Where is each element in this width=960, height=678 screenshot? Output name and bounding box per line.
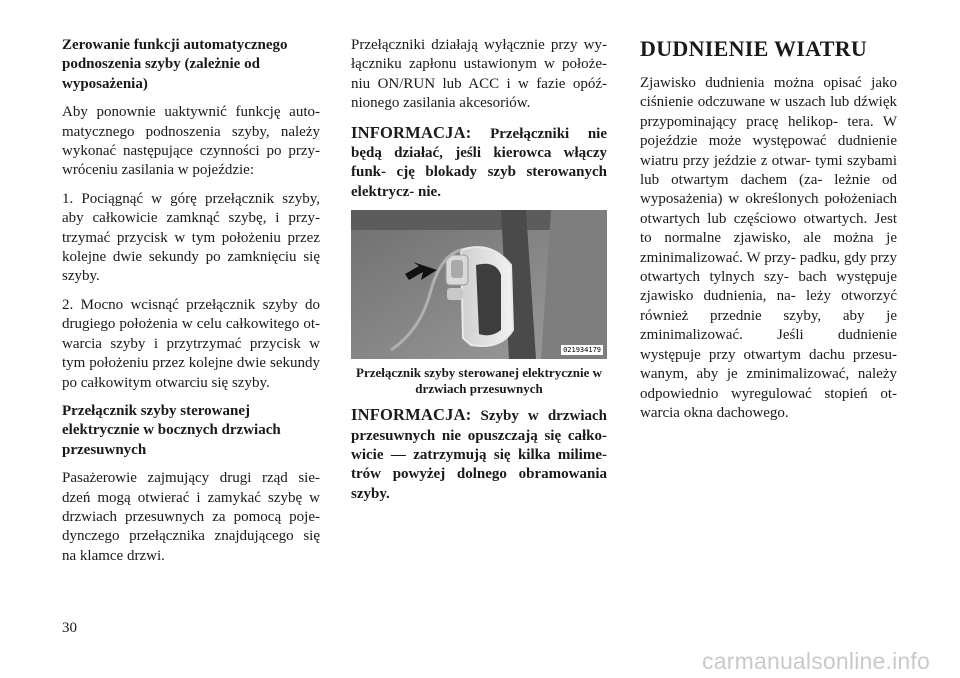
right-column xyxy=(640,36,897,432)
section-title-wind-buffeting: DUDNIENIE WIATRU xyxy=(640,36,868,61)
section-heading-reset: Zerowanie funkcji automatycznego podnoszenia szyby (zależnie od wyposażenia) xyxy=(62,37,288,92)
paragraph-sliding-door: Pasażerowie zajmujący drugi rząd sie- dzeń mogą otwierać i zamykać szybę w drzwiach przesuwnych za pomocą poje- dynczego przełącznika znajdującego się na klamce drzwi. xyxy=(62,470,320,564)
middle-column xyxy=(351,36,607,512)
paragraph-switch-operation: Przełączniki działają wyłącznie przy wy- łączniku zapłonu ustawionym w położe- niu ON/RUN lub ACC i w fazie opóź- nionego zasilania akcesoriów. xyxy=(351,37,607,112)
step-2: 2. Mocno wcisnąć przełącznik szyby do drugiego położenia w celu całkowitego ot- warcia szyby i przytrzymać przycisk w tym położeniu przez kolejne dwie sekundy po całkowitym otwarciu się szyby. xyxy=(62,296,320,391)
paragraph-reset-intro: Aby ponownie uaktywnić funkcję auto- matycznego podnoszenia szyby, należy wykonać następujące czynności po przy- wróceniu zasilania w pojeździe: xyxy=(62,104,320,179)
left-column xyxy=(62,36,320,575)
image-code: 021934179 xyxy=(563,346,601,355)
figure-caption: Przełącznik szyby sterowanej elektrycznie w drzwiach przesuwnych xyxy=(356,365,602,397)
paragraph-wind-buffeting: Zjawisko dudnienia można opisać jako ciśnienie odczuwane w uszach lub dźwięk przypominający pracę helikop- tera. W pojeździe może występować dudnienie wiatru przy jeździe z otwar- tymi szybami lub otwartym dachem (za- leżnie od wyposażenia) w określonych położeniach otwartych lub częściowo otwartych. Jest to normalne zjawisko, ale można je zminimalizować. W przy- padku, gdy przy otwartych tylnych szy- bach występuje zjawisko dudnienia, na- leży otworzyć również przednie szyby, aby je zminimalizować. Jeśli dudnienie występuje przy otwartym dachu przesu- wanym, aby je zminimalizować, należy odpowiednio wyregulować stopień ot- warcia okna dachowego. xyxy=(640,75,897,421)
note-label: INFORMACJA: xyxy=(351,122,472,142)
note-text: Szyby w drzwiach przesuwnych nie opuszczają się całko- wicie — zatrzymują się kilka milime- trów powyżej dolnego obramowania szyby. xyxy=(351,408,607,502)
page-number: 30 xyxy=(62,620,77,636)
note-lockout xyxy=(351,123,607,203)
note-text: Przełączniki nie będą działać, jeśli kierowca włączy funk- cję blokady szyb sterowanych elektrycz- nie. xyxy=(351,125,607,200)
sliding-door-switch-photo xyxy=(351,210,607,359)
note-sliding-window xyxy=(351,405,607,504)
step-1: 1. Pociągnąć w górę przełącznik szyby, aby całkowicie zamknąć szybę, i przy- trzymać przycisk w tym położeniu przez kolejne dwie sekundy po zamknięciu się szyby. xyxy=(62,190,320,285)
section-heading-sliding-door: Przełącznik szyby sterowanej elektrycznie w bocznych drzwiach przesuwnych xyxy=(62,402,281,458)
note-label: INFORMACJA: xyxy=(351,405,472,425)
door-panel-illustration xyxy=(351,210,607,359)
watermark: carmanualsonline.info xyxy=(702,648,930,674)
